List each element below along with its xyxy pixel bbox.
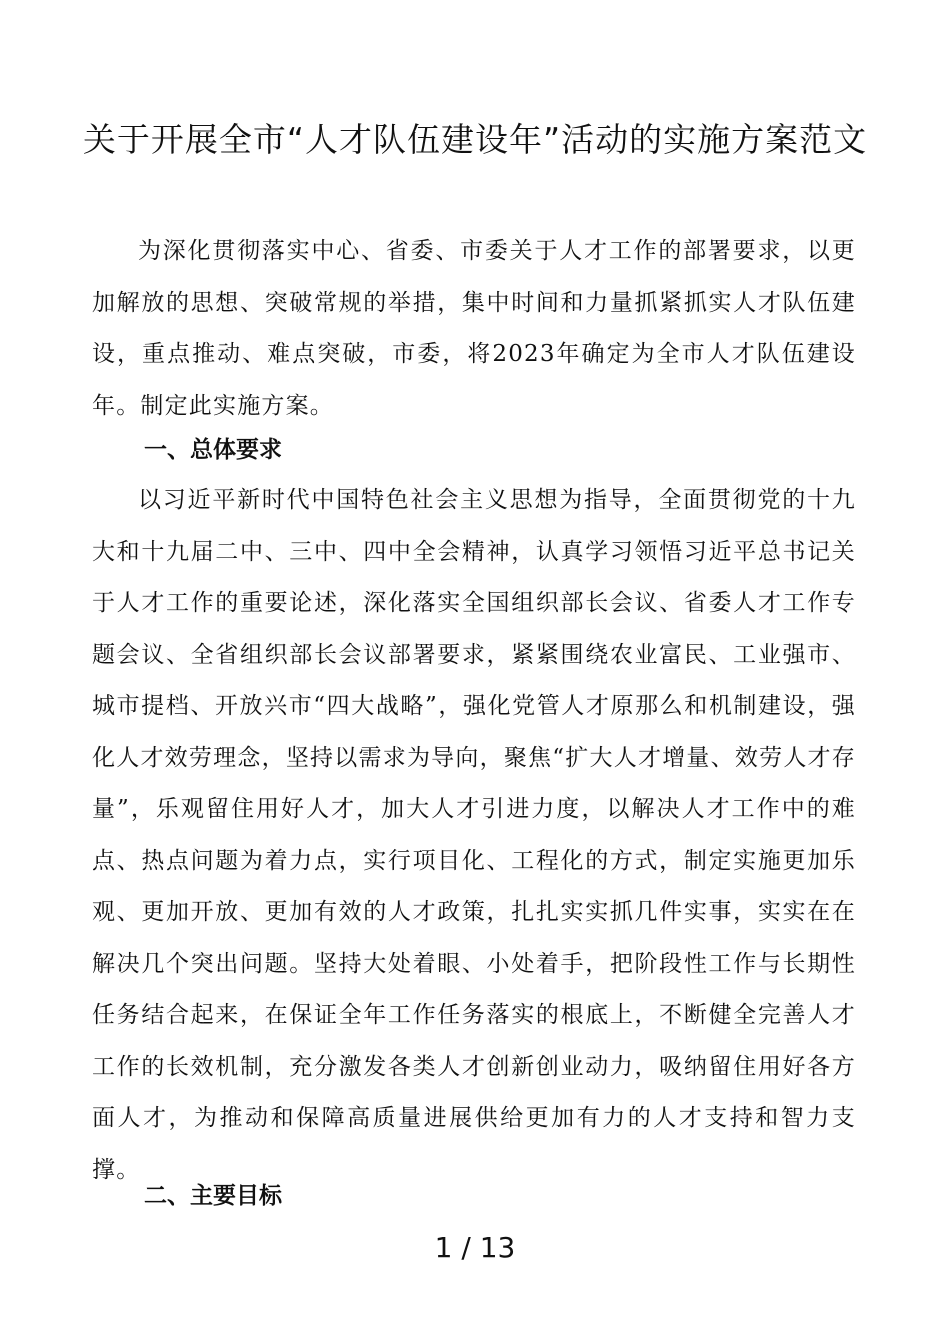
section-heading-overall-requirements: 一、总体要求	[144, 437, 282, 463]
page-number: 1 / 13	[434, 1231, 516, 1264]
intro-paragraph: 为深化贯彻落实中心、省委、市委关于人才工作的部署要求，以更加解放的思想、突破常规的举措，集中时间和力量抓紧抓实人才队伍建设，重点推动、难点突破，市委，将2023年确定为全市人才队伍建设年。制定此实施方案。	[92, 238, 856, 419]
document-title: 关于开展全市“人才队伍建设年”活动的实施方案范文	[82, 120, 868, 159]
section-body-overall-requirements: 以习近平新时代中国特色社会主义思想为指导，全面贯彻党的十九大和十九届二中、三中、四中全会精神，认真学习领悟习近平总书记关于人才工作的重要论述，深化落实全国组织部长会议、省委人才工作专题会议、全省组织部长会议部署要求，紧紧围绕农业富民、工业强市、城市提档、开放兴市“四大战略”，强化党管人才原那么和机制建设，强化人才效劳理念，坚持以需求为导向，聚焦“扩大人才增量、效劳人才存量”，乐观留住用好人才，加大人才引进力度，以解决人才工作中的难点、热点问题为着力点，实行项目化、工程化的方式，制定实施更加乐观、更加开放、更加有效的人才政策，扎扎实实抓几件实事，实实在在解决几个突出问题。坚持大处着眼、小处着手，把阶段性工作与长期性任务结合起来，在保证全年工作任务落实的根底上，不断健全完善人才工作的长效机制，充分激发各类人才创新创业动力，吸纳留住用好各方面人才，为推动和保障高质量进展供给更加有力的人才支持和智力支撑。	[92, 487, 856, 1183]
section-heading-main-goals: 二、主要目标	[144, 1183, 282, 1209]
